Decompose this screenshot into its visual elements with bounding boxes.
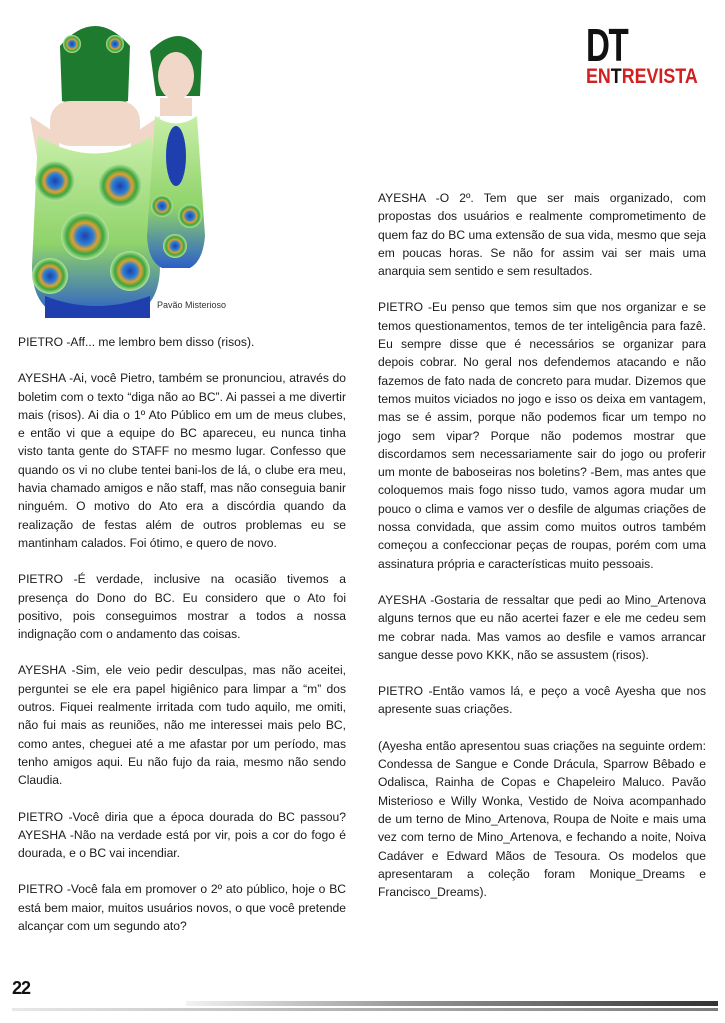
logo-revista: REVISTA [621, 65, 698, 88]
logo-entrevista [586, 66, 698, 88]
footer-rule [12, 1008, 718, 1011]
paragraph: (Ayesha então apresentou suas criações na seguinte ordem: Condessa de Sangue e Conde Drácula, Sparrow Bêbado e Odalisca, Rainha de Copas e Chapeleiro Maluco. Pavão Misterioso e Willy Wonka, Vestido de Noiva acompanhado de um terno de Mino_Artenova, Roupa de Noite e mais uma vez com terno de Mino_Artenova, e fechando a noite, Noiva Cadáver e Edward Mãos de Tesoura. Os modelos que apresentaram a coleção foram Monique_Dreams e Francisco_Dreams). [378, 738, 706, 900]
magazine-logo [584, 19, 708, 96]
right-column [378, 189, 706, 919]
paragraph: PIETRO -Você diria que a época dourada do BC passou? AYESHA -Não na verdade está por vir, pois a cor do fogo é dourada, e o BC vai incendiar. [18, 809, 346, 861]
logo-t: T [610, 65, 622, 88]
paragraph: PIETRO -Eu penso que temos sim que nos organizar e se temos questionamentos, temos de ter inteligência para fazê. Eu sempre disse que é necessários se organizar para depois cobrar. No geral nos defendemos atacando e não fazemos de fato nada de concreto para mudar. Dizemos que temos muitos viciados no jogo e isso os deixa em vantagem, mas se é assim, porque não podemos ficar um tempo no jogo sem vipar? Porque não podemos mostrar que discordamos sem necessariamente sair do jogo ou proferir um monte de baboseiras nos boletins? -Bem, mas antes que coloquemos mais fogo nisso tudo, vamos agora mudar um pouco o clima e vamos ver o desfile de algumas criações de nossa convidada, que assim como muitos outros também começou a confeccionar peças de roupas, porém com uma assinatura própria e características muito pessoais. [378, 300, 706, 571]
paragraph: AYESHA -Sim, ele veio pedir desculpas, mas não aceitei, perguntei se ele era papel higiênico para limpar a “m” dos outros. Fiquei realmente irritada com tudo aquilo, me omiti, não fui mais as reuniões, não me interessei mais pelo BC, como antes, cheguei até a me afastar por um período, mas tenho amigos aqui. Eu não fujo da raia, mesmo não sendo Claudia. [18, 663, 346, 788]
logo-dt: DT [586, 19, 628, 71]
paragraph: PIETRO -É verdade, inclusive na ocasião tivemos a presença do Dono do BC. Eu considero que o Ato foi positivo, pois conseguimos mostrar a todos a nossa indignação com o andamento das coisas. [18, 572, 346, 642]
peacock-dress-image [10, 6, 350, 322]
paragraph: AYESHA -Ai, você Pietro, também se pronunciou, através do boletim com o texto “diga não ao BC”. Ai passei a me divertir mais (risos). Ai dia o 1º Ato Público em um de meus clubes, e então vi que a equipe do BC apareceu, eu nunca tinha visto tanta gente do STAFF no mesmo lugar. Confesso que quando os vi no clube tentei bani-los de lá, o clube era meu, havia chamado amigos e não staff, mas não conseguia banir ninguém. O motivo do Ato era a discórdia quando da realização de festas além de outros problemas eu se mantinham calados. Foi ótimo, e quero de novo. [18, 371, 346, 550]
figure-caption: Pavão Misterioso [157, 300, 227, 310]
logo-en: EN [586, 65, 611, 88]
footer-bar [186, 1001, 718, 1006]
dress-illustration [10, 6, 350, 322]
paragraph: PIETRO -Então vamos lá, e peço a você Ayesha que nos apresente suas criações. [378, 684, 706, 717]
paragraph: PIETRO -Aff... me lembro bem disso (risos). [18, 335, 255, 349]
paragraph: PIETRO -Você fala em promover o 2º ato público, hoje o BC está bem maior, muitos usuários novos, o que você pretende alcançar com um segundo ato? [18, 882, 346, 934]
left-column [18, 333, 346, 953]
paragraph: AYESHA -O 2º. Tem que ser mais organizado, com propostas dos usuários e realmente comprometimento de quem faz do BC uma extensão de sua vida, mesmo que seja em poucas horas. Se não for assim vai ser mais uma anarquia sem sentido e sem resultados. [378, 191, 706, 279]
paragraph: AYESHA -Gostaria de ressaltar que pedi ao Mino_Artenova alguns ternos que eu não acertei fazer e ele me cedeu sem me cobrar nada. Mas vamos ao desfile e vamos arrancar sangue desse povo KKK, não se assustem (risos). [378, 592, 706, 662]
page-number: 22 [12, 978, 31, 998]
